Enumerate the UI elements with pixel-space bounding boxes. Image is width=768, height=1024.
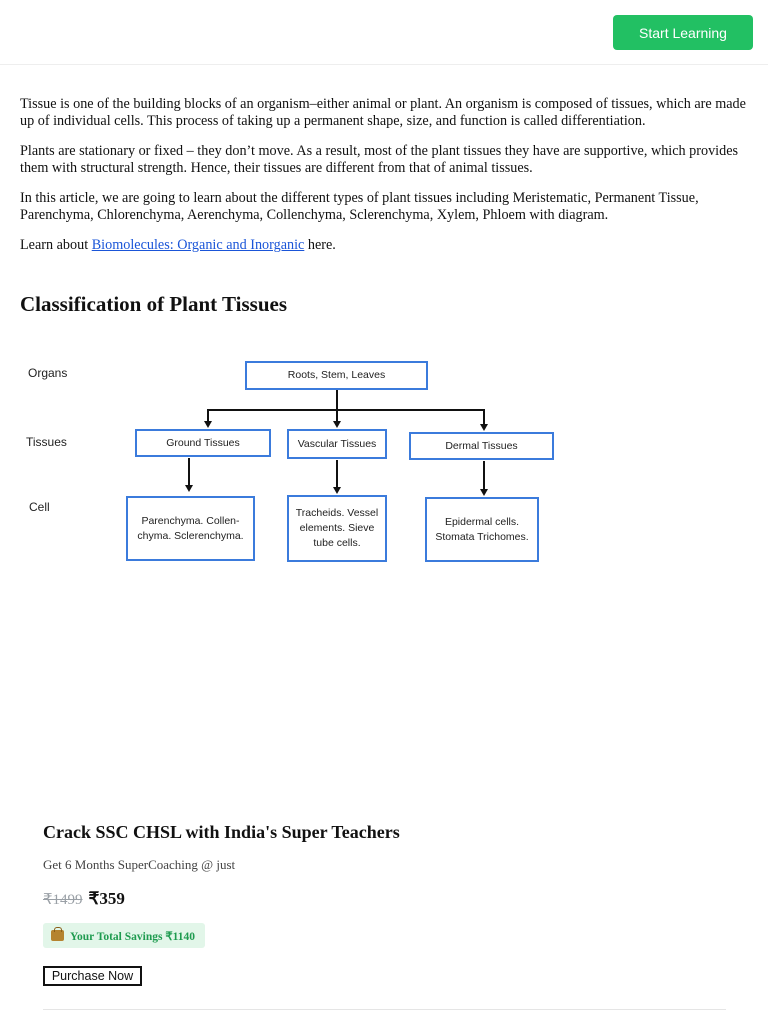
section-title: Classification of Plant Tissues [20, 292, 288, 316]
promo-title: Crack SSC CHSL with India's Super Teachers [43, 822, 400, 842]
paragraph: Plants are stationary or fixed – they don’t move. As a result, most of the plant tissues they have are supportive, which provides them with structural strength. Hence, their tissues are different from that of animal tissues. [20, 143, 739, 176]
connector-line [483, 409, 485, 425]
connector-line [188, 458, 190, 486]
arrow-down-icon [204, 421, 212, 428]
tissue-box-vascular: Vascular Tissues [287, 429, 387, 459]
wallet-icon [51, 930, 64, 941]
new-price: ₹359 [88, 889, 125, 908]
arrow-down-icon [185, 485, 193, 492]
divider [43, 1009, 726, 1010]
promo-card [43, 822, 733, 986]
organs-box: Roots, Stem, Leaves [245, 361, 428, 390]
learn-prefix: Learn about [20, 237, 92, 253]
top-bar [0, 0, 768, 65]
paragraph: Tissue is one of the building blocks of an organism–either animal or plant. An organism is composed of tissues, which are made up of individual cells. This process of taking up a permanent shape, size, and function is called differentiation. [20, 96, 746, 129]
savings-badge [43, 923, 205, 948]
connector-line [483, 461, 485, 490]
connector-line [336, 390, 338, 410]
biomolecules-link[interactable]: Biomolecules: Organic and Inorganic [91, 237, 305, 253]
learn-suffix: here. [304, 237, 336, 253]
price-row [43, 889, 733, 909]
purchase-now-button[interactable]: Purchase Now [43, 966, 142, 986]
plant-tissue-diagram [20, 350, 580, 580]
old-price: ₹1499 [43, 892, 83, 908]
start-learning-button[interactable]: Start Learning [613, 15, 753, 50]
row-label-organs: Organs [28, 366, 68, 380]
learn-about-line [20, 237, 750, 254]
arrow-down-icon [480, 489, 488, 496]
connector-line [207, 409, 485, 411]
connector-line [336, 460, 338, 488]
article-body [20, 96, 750, 268]
arrow-down-icon [333, 487, 341, 494]
promo-subtitle: Get 6 Months SuperCoaching @ just [43, 857, 236, 872]
arrow-down-icon [480, 424, 488, 431]
tissue-box-ground: Ground Tissues [135, 429, 271, 457]
row-label-tissues: Tissues [26, 435, 67, 449]
tissue-box-dermal: Dermal Tissues [409, 432, 554, 460]
cell-box-vascular: Tracheids. Vessel elements. Sieve tube cells. [287, 495, 387, 562]
row-label-cell: Cell [29, 500, 50, 514]
savings-label: Your Total Savings ₹1140 [70, 930, 196, 943]
arrow-down-icon [333, 421, 341, 428]
cell-box-ground: Parenchyma. Collen-chyma. Sclerenchyma. [126, 496, 255, 561]
cell-box-dermal: Epidermal cells. Stomata Trichomes. [425, 497, 539, 562]
paragraph: In this article, we are going to learn about the different types of plant tissues including Meristematic, Permanent Tissue, Parenchyma, Chlorenchyma, Aerenchyma, Collenchyma, Sclerenchyma, Xylem, Phloem with diagram. [20, 190, 699, 223]
